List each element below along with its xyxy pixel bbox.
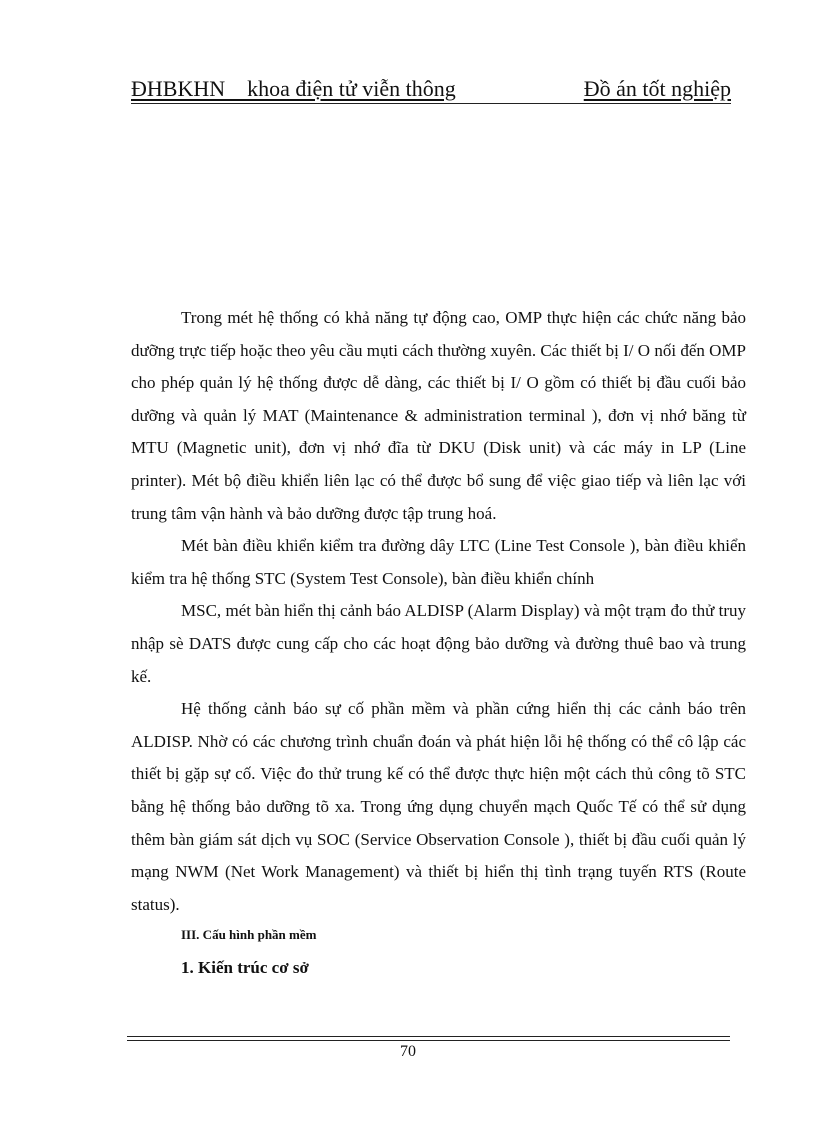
- page-header: [131, 76, 731, 106]
- paragraph-consoles: Mét bàn điều khiển kiểm tra đường dây LTC (Line Test Console ), bàn điều khiển kiểm tra hệ thống STC (System Test Console), bàn điều khiển chính: [131, 536, 746, 588]
- paragraph-omp: Trong mét hệ thống có khả năng tự động cao, OMP thực hiện các chức năng bảo dưỡng trực tiếp hoặc theo yêu cầu mụti cách thường xuyên. Các thiết bị I/ O nối đến OMP cho phép quản lý hệ thống được dễ dàng, các thiết bị I/ O gồm có thiết bị đầu cuối bảo dưỡng và quản lý MAT (Maintenance & administration terminal ), đơn vị nhớ băng từ MTU (Magnetic unit), đơn vị nhớ đĩa từ DKU (Disk unit) và các máy in LP (Line printer). Mét bộ điều khiển liên lạc có thể được bổ sung để việc giao tiếp và liên lạc với trung tâm vận hành và bảo dưỡng được tập trung hoá.: [131, 308, 746, 523]
- footer-rule-bottom: [127, 1040, 730, 1041]
- paragraph-alarm: Hệ thống cảnh báo sự cố phần mềm và phần cứng hiển thị các cảnh báo trên ALDISP. Nhờ có các chương trình chuẩn đoán và phát hiện lỗi hệ thống có thể cô lập các thiết bị gặp sự cố. Việc đo thử trung kế có thể được thực hiện một cách thủ công tõ STC bằng hệ thống bảo dưỡng tõ xa. Trong ứng dụng chuyển mạch Quốc Tế có thể sử dụng thêm bàn giám sát dịch vụ SOC (Service Observation Console ), thiết bị đầu cuối quản lý mạng NWM (Net Work Management) và thiết bị hiển thị tình trạng tuyến RTS (Route status).: [131, 699, 746, 914]
- header-institution: ĐHBKHN khoa điện tử viễn thông: [131, 76, 456, 101]
- paragraph-msc: MSC, mét bàn hiển thị cảnh báo ALDISP (Alarm Display) và một trạm đo thử truy nhập sè DATS được cung cấp cho các hoạt động bảo dưỡng và đường thuê bao và trung kế.: [131, 601, 746, 686]
- subsection-heading: 1. Kiến trúc cơ sở: [181, 958, 309, 978]
- header-document-type: Đồ án tốt nghiệp: [583, 76, 731, 101]
- header-rule: [131, 103, 731, 104]
- section-heading: III. Cấu hình phần mềm: [181, 927, 317, 943]
- body-text: [131, 302, 746, 983]
- footer-rule-top: [127, 1036, 730, 1037]
- page-number: 70: [400, 1043, 416, 1060]
